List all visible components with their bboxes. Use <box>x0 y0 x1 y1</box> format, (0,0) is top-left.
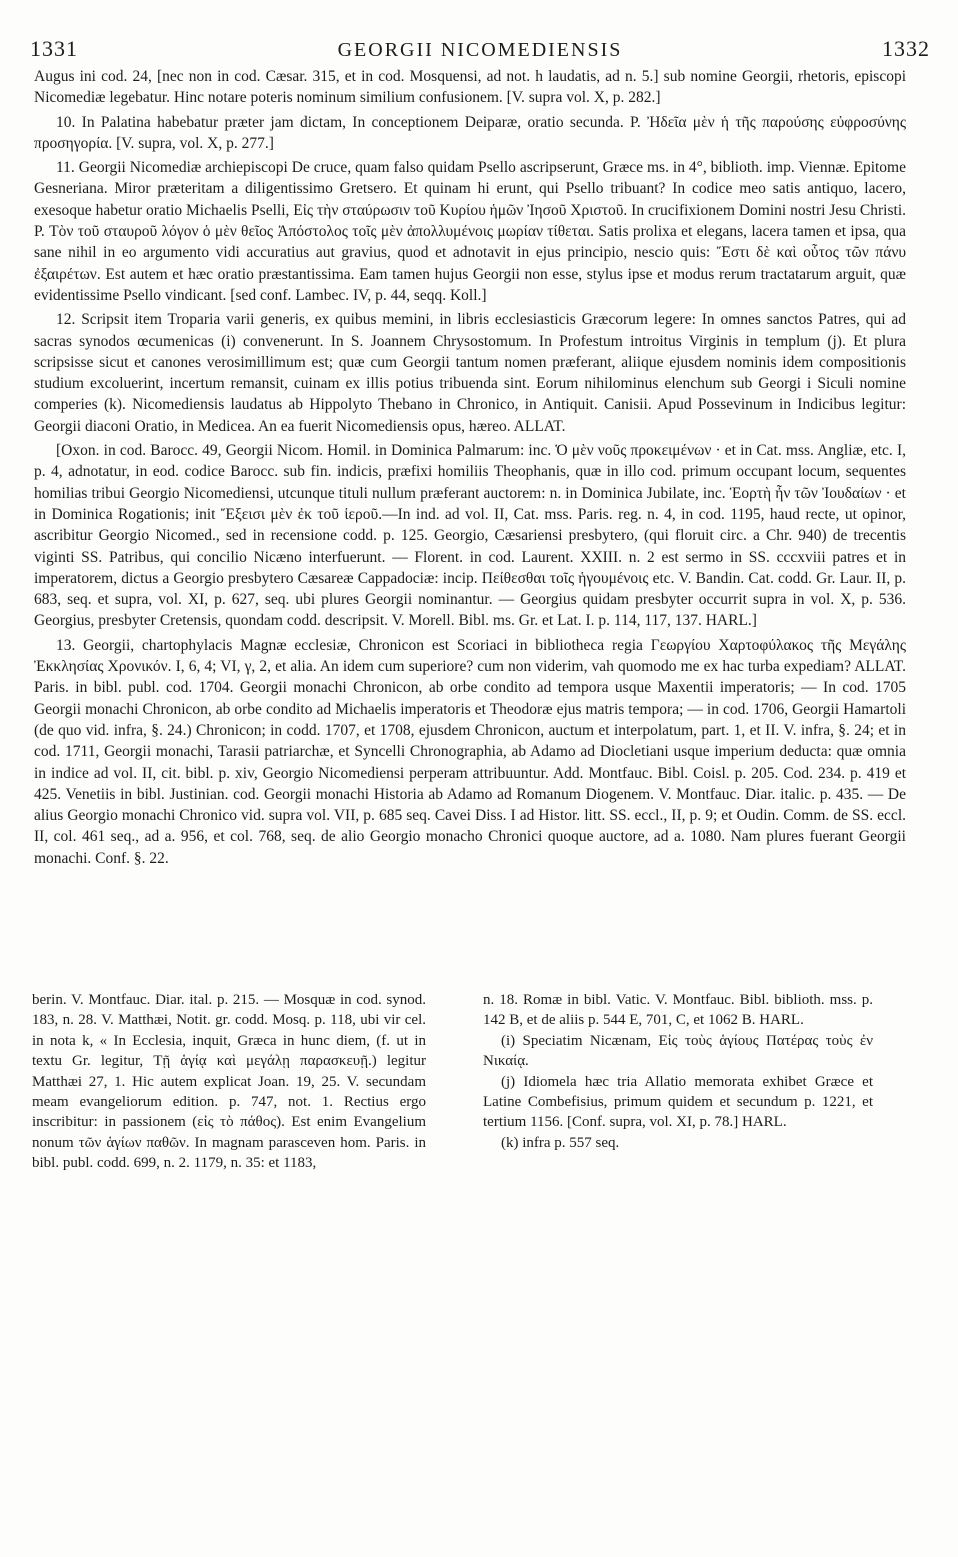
running-title: GEORGII NICOMEDIENSIS <box>337 39 623 61</box>
paragraph-11: 11. Georgii Nicomediæ archiepiscopi De cruce, quam falso quidam Psello ascripserunt, Græce ms. in 4°, biblioth. imp. Viennæ. Epitome Gesneriana. Miror præteritam a diligentissimo Gretsero. Et quinam hi erunt, qui Psello tribuant? In codice meo satis antiquo, lacero, exesoque habetur oratio Michaelis Pselli, Εἰς τὴν σταύρωσιν τοῦ Κυρίου ἡμῶν Ἰησοῦ Χριστοῦ. In crucifixionem Domini nostri Jesu Christi. P. Τὸν τοῦ σταυροῦ λόγον ὁ μὲν θεῖος Ἀπόστολος τοῖς μὲν ἀπολλυμένοις μωρίαν τίθεται. Satis prolixa et elegans, lacera tamen et ipsa, qua sane nihil in eo argumento vidi accuratius aut gravius, quod et adnotavit in ejus principio, nescio quis: Ἔστι δὲ καὶ οὗτος τῶν πάνυ ἐξαιρέτων. Est autem et hæc oratio præstantissima. Eam tamen hujus Georgii non esse, stylus ipse et modus rerum tractatarum arguit, quæ evidentissime Psello vindicant. [sed conf. Lambec. IV, p. 44, seqq. Koll.] <box>34 159 906 304</box>
paragraph-13: 13. Georgii, chartophylacis Magnæ ecclesiæ, Chronicon est Scoriaci in bibliotheca regia Γεωργίου Χαρτοφύλακος τῆς Μεγάλης Ἐκκλησίας Χρονικόν. I, 6, 4; VI, γ, 2, et alia. An idem cum superiore? cum non viderim, vah quomodo me ex hac turba expediam? ALLAT. Paris. in bibl. publ. cod. 1704. Georgii monachi Chronicon, ab orbe condito ad tempora usque Maxentii imperatoris; — In cod. 1705 Georgii monachi Chronicon, ab orbe condito ad Michaelis imperatoris et Theodoræ ejus matris tempora; — in cod. 1706, Georgii Hamartoli (de quo vid. infra, §. 24.) Chronicon; in codd. 1707, et 1708, ejusdem Chronicon, auctum et interpolatum, part. 1, et II. V. infra, §. 24; et in cod. 1711, Georgii monachi, Tarasii patriarchæ, et Syncelli Chronographia, ab Adamo ad Diocletiani usque imperium deducta: quæ omnia in indice ad vol. II, cit. bibl. p. xiv, Georgio Nicomediensi perperam attribuuntur. Add. Montfauc. Bibl. Coisl. p. 205. Cod. 234. p. 419 et 425. Venetiis in bibl. Justinian. cod. Georgii monachi Historia ab Adamo ad Romanum Diogenem. V. Montfauc. Diar. italic. p. 435. — De alius Georgio monachi Chronico vid. supra vol. VII, p. 685 seq. Cavei Diss. I ad Histor. litt. SS. eccl., II, p. 9; et Oudin. Comm. de SS. eccl. II, col. 461 seq., ad a. 956, et col. 768, seq. de alio Georgio monacho Chronici quoque auctore, ad a. 1080. Nam plures fuerant Georgii monachi. Conf. §. 22. <box>34 636 906 867</box>
footnote-j: (j) Idiomela hæc tria Allatio memorata exhibet Græce et Latine Combefisius, primum quidem et secundum p. 1221, et tertium 1156. [Conf. supra, vol. XI, p. 78.] HARL. <box>483 1073 873 1131</box>
footnotes-right-column <box>483 990 873 1530</box>
footnote-k: (k) infra p. 557 seq. <box>501 1134 620 1151</box>
paragraph-10: 10. In Palatina habebatur præter jam dictam, In conceptionem Deiparæ, oratio secunda. P. Ἠδεῖα μὲν ἡ τῆς παρούσης εὐφροσύνης προσηγορία. [V. supra, vol. X, p. 277.] <box>34 113 906 152</box>
footnote-continuation-right: n. 18. Romæ in bibl. Vatic. V. Montfauc. Bibl. biblioth. mss. p. 142 B, et de aliis p. 544 E, 701, C, et 1062 B. HARL. <box>483 992 873 1029</box>
page-number-left: 1331 <box>30 36 78 61</box>
footnotes-left-column <box>32 990 426 1530</box>
page-header <box>30 36 930 64</box>
page-number-right: 1332 <box>881 36 930 61</box>
footnote-continuation: berin. V. Montfauc. Diar. ital. p. 215. — Mosquæ in cod. synod. 183, n. 28. V. Matthæi, Notit. gr. codd. Mosq. p. 118, ubi vir cel. in nota k, « In Ecclesia, inquit, Græca in hunc diem, (f. ut in textu Gr. legitur, Τῇ ἁγίᾳ καὶ μεγάλῃ παρασκευῇ.) legitur Matthæi 27, 1. Hic autem explicat Joan. 19, 25. V. secundam meam evangeliorum edition. p. 747, not. 1. Rectius ergo inscribitur: in passionem (εἰς τὸ πάθος). Est enim Evangelium nonum τῶν ἁγίων παθῶν. In magnam parasceven hom. Paris. in bibl. publ. codd. 699, n. 2. 1179, n. 35: et 1183, <box>32 992 426 1172</box>
paragraph-oxon-note: [Oxon. in cod. Barocc. 49, Georgii Nicom. Homil. in Dominica Palmarum: inc. Ὁ μὲν νοῦς προκειμένων · et in Cat. mss. Angliæ, etc. I, p. 4, adnotatur, in eod. codice Barocc. sub fin. indicis, præfixi homiliis Theophanis, quæ in illo cod. primum occupant locum, sequentes homilias tribui Georgio Nicomediensi, utcunque tituli nullum præferant auctorem: n. in Dominica Jubilate, inc. Ἑορτὴ ἦν τῶν Ἰουδαίων · et in Dominica Rogationis; init Ἔξεισι μὲν ἐκ τοῦ ἱεροῦ.—In ind. ad vol. II, Cat. mss. Paris. reg. n. 4, in cod. 1195, haud recte, ut opinor, ascribitur Georgio Nicomed., sed in recensione codd. p. 125. Georgio, Cæsariensi presbytero, (qui floruit circ. a Chr. 940) de trecentis viginti SS. Patribus, qui concilio Nicæno interfuerunt. — Florent. in cod. Laurent. XXIII. n. 2 est sermo in SS. cccxviii patres et in imperatorem, dictus a Georgio presbytero Cæsareæ Cappadociæ: incip. Πείθεσθαι τοῖς ἡγουμένοις etc. V. Bandin. Cat. codd. Gr. Laur. II, p. 683, seq. et supra, vol. XI, p. 627, seq. ubi plures Georgii nominantur. — Georgius quidam presbyter occurrit supra in vol. X, p. 536. Georgius, presbyter Cretensis, quondam codd. descripsit. V. Morell. Bibl. ms. Gr. et Lat. I. p. 114, 117, 137. HARL.] <box>34 442 906 630</box>
paragraph-continuation: Augus ini cod. 24, [nec non in cod. Cæsar. 315, et in cod. Mosquensi, ad not. h laudatis, ad n. 5.] sub nomine Georgii, rhetoris, episcopi Nicomediæ legebatur. Hinc notare poteris nominum similium confusionem. [V. supra vol. X, p. 282.] <box>34 68 906 107</box>
footnote-i: (i) Speciatim Nicænam, Εἰς τοὺς ἁγίους Πατέρας τοὺς ἐν Νικαίᾳ. <box>483 1032 873 1070</box>
paragraph-12: 12. Scripsit item Troparia varii generis, ex quibus memini, in libris ecclesiasticis Græcorum legere: In omnes sanctos Patres, qui ad sacras synodos œcumenicas (i) convenerunt. In S. Joannem Chrysostomum. In Profestum introitus Virginis in templum (j). Et plura scripsisse sicut et canones verosimillimum est; quæ cum Georgii tantum nomen præferant, aliique ejusdem nominis idem compositionis studium excoluerint, incertum remansit, cuinam ex illis potius tribuenda sint. Eorum nihilominus elenchum sub Georgi i Siculi nomine comperies (k). Nicomediensis laudatus ab Hippolyto Thebano in Chronico, in Antiquit. Canisii. Apud Possevinum in Indicibus legitur: Georgii diaconi Oratio, in Medicea. An ea fuerit Nicomediensis opus, hæreo. ALLAT. <box>34 311 906 435</box>
main-text <box>34 66 906 966</box>
